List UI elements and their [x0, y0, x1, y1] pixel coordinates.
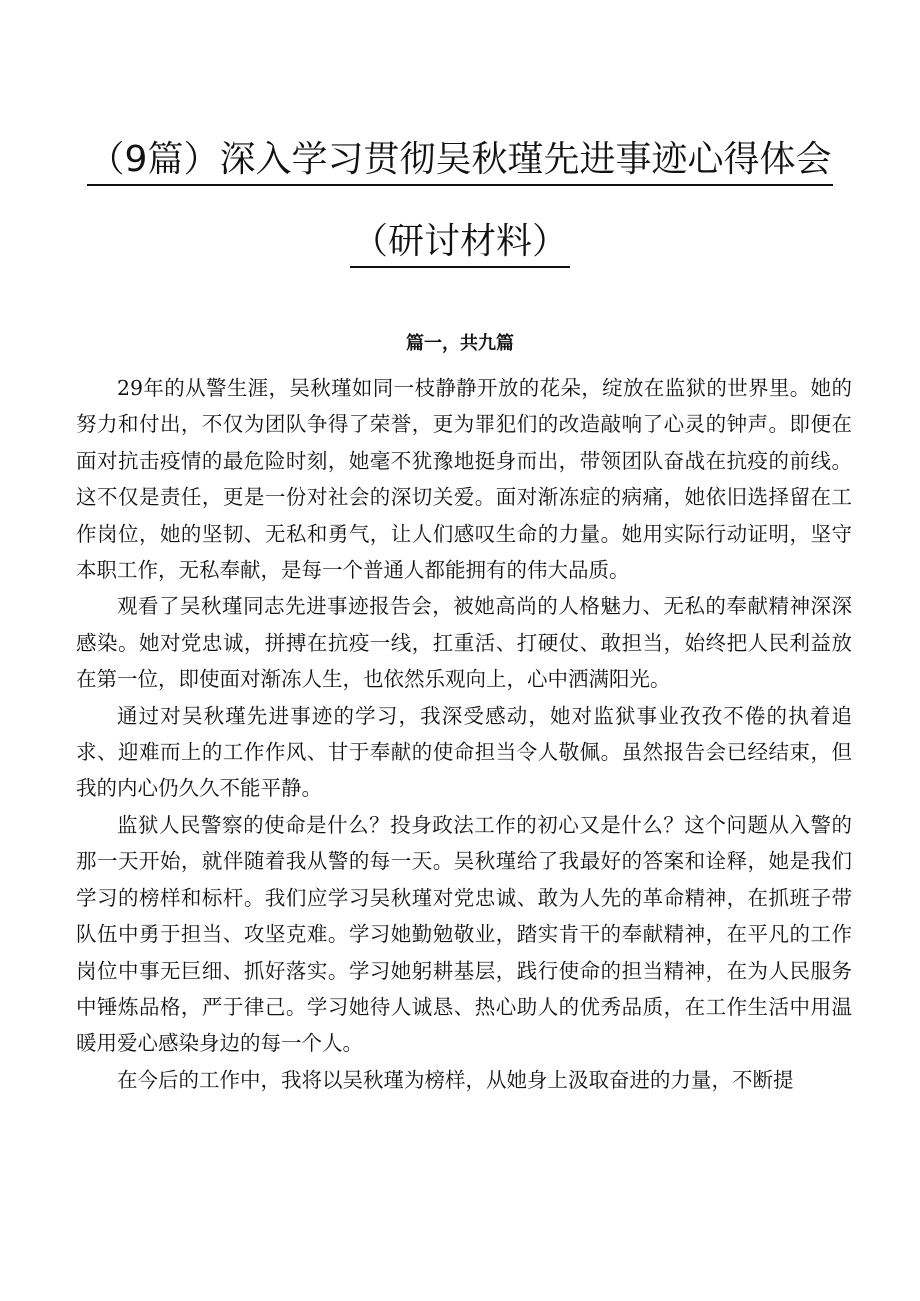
paragraph-3: 通过对吴秋瑾先进事迹的学习，我深受感动，她对监狱事业孜孜不倦的执着追求、迎难而上的工作作风、甘于奉献的使命担当令人敬佩。虽然报告会已经结束，但我的内心仍久久不能平静。 [76, 703, 852, 801]
paragraph-4: 监狱人民警察的使命是什么？投身政法工作的初心又是什么？这个问题从入警的那一天开始，就伴随着我从警的每一天。吴秋瑾给了我最好的答案和诠释，她是我们学习的榜样和标杆。我们应学习吴秋瑾对党忠诚、敢为人先的革命精神，在抓班子带队伍中勇于担当、攻坚克难。学习她勤勉敬业，踏实肯干的奉献精神，在平凡的工作岗位中事无巨细、抓好落实。学习她躬耕基层，践行使命的担当精神，在为人民服务中锤炼品格，严于律己。学习她待人诚恳、热心助人的优秀品质，在工作生活中用温暖用爱心感染身边的每一个人。 [76, 812, 852, 1056]
section-heading: 篇一，共九篇 [406, 333, 514, 354]
paragraph-2: 观看了吴秋瑾同志先进事迹报告会，被她高尚的人格魅力、无私的奉献精神深深感染。她对党忠诚，拼搏在抗疫一线，扛重活、打硬仗、敢担当，始终把人民利益放在第一位，即使面对渐冻人生，也依然乐观向上，心中洒满阳光。 [76, 594, 852, 692]
document-subtitle [0, 220, 920, 268]
paragraph-5: 在今后的工作中，我将以吴秋瑾为榜样，从她身上汲取奋进的力量，不断提 [117, 1067, 794, 1092]
document-title [0, 138, 920, 186]
title-line-1: （9篇）深入学习贯彻吴秋瑾先进事迹心得体会 [87, 138, 834, 186]
body-text [76, 370, 852, 1098]
paragraph-1: 29年的从警生涯，吴秋瑾如同一枝静静开放的花朵，绽放在监狱的世界里。她的努力和付出，不仅为团队争得了荣誉，更为罪犯们的改造敲响了心灵的钟声。即便在面对抗击疫情的最危险时刻，她毫不犹豫地挺身而出，带领团队奋战在抗疫的前线。这不仅是责任，更是一份对社会的深切关爱。面对渐冻症的病痛，她依旧选择留在工作岗位，她的坚韧、无私和勇气，让人们感叹生命的力量。她用实际行动证明，坚守本职工作，无私奉献，是每一个普通人都能拥有的伟大品质。 [76, 376, 852, 583]
title-line-2: （研讨材料） [350, 220, 570, 268]
